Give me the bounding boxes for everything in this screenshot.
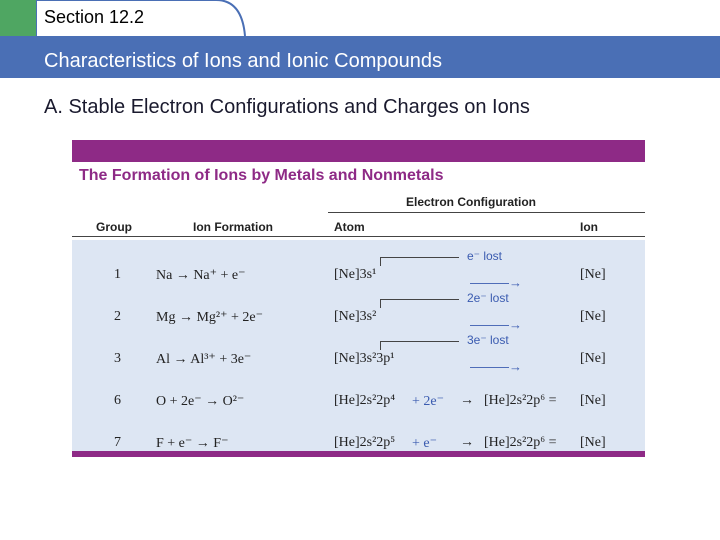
- ion-formation-figure: [72, 140, 645, 460]
- atom-config: [Ne]3s²: [334, 309, 377, 324]
- atom-config: [Ne]3s¹: [334, 267, 377, 282]
- electron-transfer-bracket: [380, 253, 460, 267]
- col-ion: Ion: [580, 220, 598, 234]
- electrons-gained: + 2e⁻: [412, 394, 444, 409]
- col-atom: Atom: [334, 220, 365, 234]
- table-row: [72, 333, 645, 381]
- electron-transfer-bracket: [380, 337, 460, 351]
- col-group: Group: [96, 220, 132, 234]
- table-row: [72, 423, 645, 465]
- transfer-arrow: ———→: [470, 317, 522, 332]
- table-row: [72, 291, 645, 339]
- group-number: 2: [114, 309, 121, 324]
- group-number: 3: [114, 351, 121, 366]
- slide-heading: A. Stable Electron Configurations and Charges on Ions: [44, 96, 530, 118]
- ion-config: [Ne]: [580, 351, 606, 366]
- ion-config: [Ne]: [580, 309, 606, 324]
- figure-title: The Formation of Ions by Metals and Nonmetals: [79, 167, 444, 184]
- ion-formation: Na → Na⁺ + e⁻: [156, 268, 246, 283]
- group-number: 7: [114, 435, 121, 450]
- header-divider: [328, 212, 645, 213]
- ion-config: [Ne]: [580, 267, 606, 282]
- transfer-arrow: ———→: [470, 275, 522, 290]
- ion-config: [Ne]: [580, 435, 606, 450]
- ion-formation: O + 2e⁻ → O²⁻: [156, 394, 245, 409]
- ion-formation: Mg → Mg²⁺ + 2e⁻: [156, 310, 263, 325]
- ion-formation: F + e⁻ → F⁻: [156, 436, 229, 451]
- electrons-gained: + e⁻: [412, 436, 437, 451]
- electron-transfer-bracket: [380, 295, 460, 309]
- slide-title: Characteristics of Ions and Ionic Compounds: [44, 50, 442, 72]
- table-row: [72, 249, 645, 297]
- transfer-arrow: →: [460, 435, 474, 450]
- section-marker: [0, 0, 36, 36]
- table-row: [72, 381, 645, 423]
- electrons-lost-label: e⁻ lost: [467, 249, 503, 263]
- col-formation: Ion Formation: [193, 220, 273, 234]
- atom-config: [He]2s²2p⁴: [334, 393, 396, 408]
- group-number: 1: [114, 267, 121, 282]
- result-config: [He]2s²2p⁶ =: [484, 435, 557, 450]
- ion-formation: Al → Al³⁺ + 3e⁻: [156, 352, 252, 367]
- section-label: Section 12.2: [44, 7, 145, 27]
- ion-config: [Ne]: [580, 393, 606, 408]
- transfer-arrow: ———→: [470, 359, 522, 374]
- atom-config: [Ne]3s²3p¹: [334, 351, 395, 366]
- result-config: [He]2s²2p⁶ =: [484, 393, 557, 408]
- atom-config: [He]2s²2p⁵: [334, 435, 396, 450]
- transfer-arrow: →: [460, 393, 474, 408]
- electrons-lost-label: 2e⁻ lost: [467, 291, 509, 305]
- electrons-lost-label: 3e⁻ lost: [467, 333, 509, 347]
- electron-config-header: Electron Configuration: [406, 195, 536, 209]
- group-number: 6: [114, 393, 121, 408]
- column-divider: [72, 236, 645, 237]
- figure-bottom-bar: [72, 451, 645, 457]
- figure-top-bar: [72, 140, 645, 162]
